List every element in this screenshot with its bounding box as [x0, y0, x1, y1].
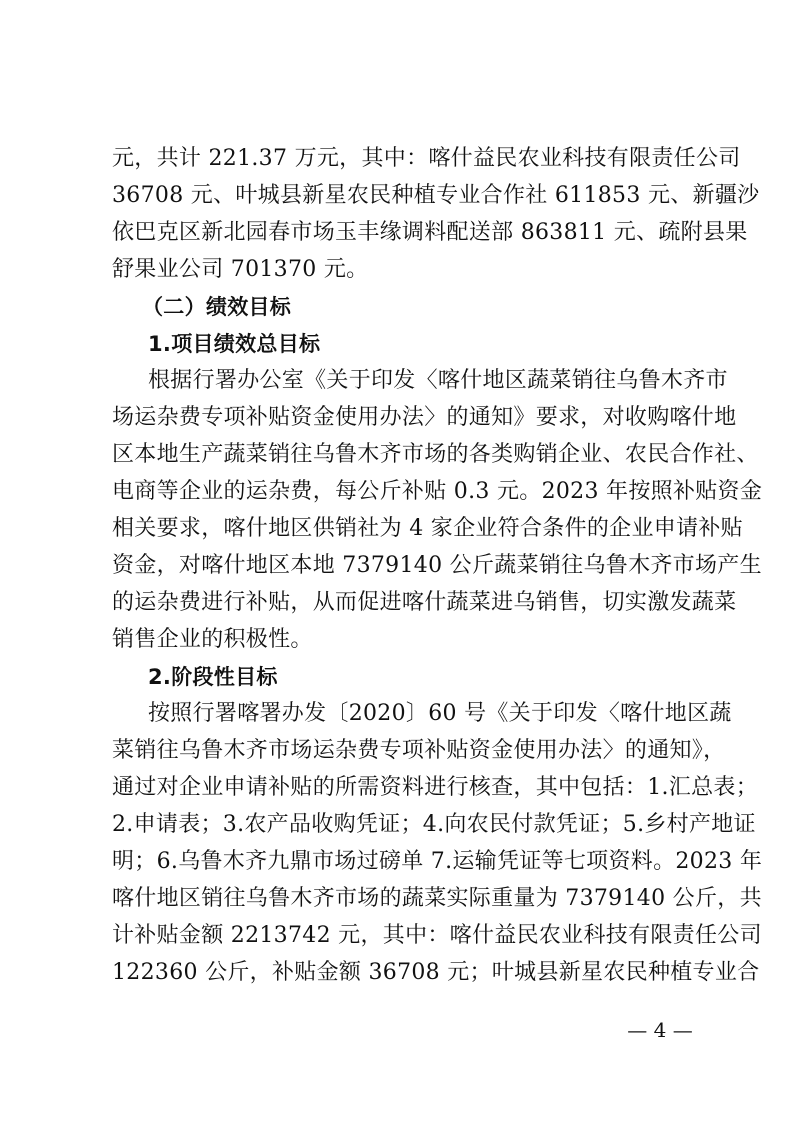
paragraph-line: 元，共计 221.37 万元，其中：喀什益民农业科技有限责任公司: [112, 146, 741, 171]
paragraph-line: 喀什地区销往乌鲁木齐市场的蔬菜实际重量为 7379140 公斤，共: [112, 886, 762, 911]
paragraph-line: 销售企业的积极性。: [112, 627, 313, 652]
paragraph-line: 区本地生产蔬菜销往乌鲁木齐市场的各类购销企业、农民合作社、: [112, 442, 759, 467]
paragraph-line: 通过对企业申请补贴的所需资料进行核查，其中包括：1.汇总表；: [112, 775, 758, 800]
paragraph-line: 舒果业公司 701370 元。: [112, 257, 369, 282]
subsection-heading: 1.项目绩效总目标: [148, 332, 321, 356]
paragraph-line: 菜销往乌鲁木齐市场运杂费专项补贴资金使用办法〉的通知》，: [112, 738, 726, 763]
paragraph-line: 资金，对喀什地区本地 7379140 公斤蔬菜销往乌鲁木齐市场产生: [112, 553, 762, 578]
paragraph-line: 的运杂费进行补贴，从而促进喀什蔬菜进乌销售，切实激发蔬菜: [112, 590, 737, 615]
paragraph-line: 根据行署办公室《关于印发〈喀什地区蔬菜销往乌鲁木齐市: [148, 368, 728, 393]
paragraph-line: 场运杂费专项补贴资金使用办法〉的通知》要求，对收购喀什地: [112, 405, 737, 430]
paragraph-line: 36708 元、叶城县新星农民种植专业合作社 611853 元、新疆沙: [112, 183, 760, 208]
paragraph-line: 按照行署喀署办发〔2020〕60 号《关于印发〈喀什地区蔬: [148, 701, 732, 726]
paragraph-line: 明；6.乌鲁木齐九鼎市场过磅单 7.运输凭证等七项资料。2023 年: [112, 849, 763, 874]
paragraph-line: 依巴克区新北园春市场玉丰缘调料配送部 863811 元、疏附县果: [112, 220, 748, 245]
paragraph-line: 122360 公斤，补贴金额 36708 元；叶城县新星农民种植专业合: [112, 960, 760, 985]
paragraph-line: 计补贴金额 2213742 元，其中：喀什益民农业科技有限责任公司: [112, 923, 762, 948]
subsection-heading: 2.阶段性目标: [148, 665, 278, 689]
page-number: — 4 —: [627, 1018, 693, 1042]
paragraph-line: 电商等企业的运杂费，每公斤补贴 0.3 元。2023 年按照补贴资金: [112, 479, 763, 504]
paragraph-line: 相关要求，喀什地区供销社为 4 家企业符合条件的企业申请补贴: [112, 516, 743, 541]
section-heading: （二）绩效目标: [142, 295, 292, 319]
paragraph-line: 2.申请表；3.农产品收购凭证；4.向农民付款凭证；5.乡村产地证: [112, 812, 756, 837]
